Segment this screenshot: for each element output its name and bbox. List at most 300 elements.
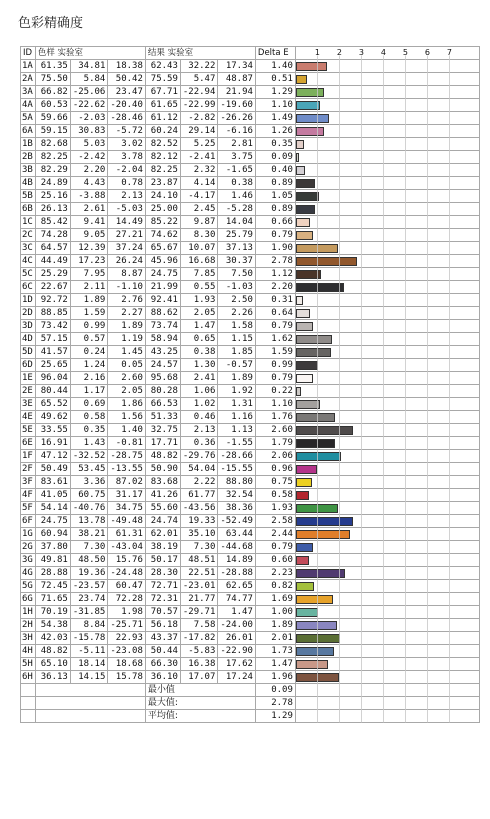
- sample-lab-value: 37.24: [108, 242, 146, 255]
- sample-lab-value: 9.41: [70, 216, 108, 229]
- delta-e-bar: [296, 153, 299, 162]
- delta-e-value: 1.73: [255, 645, 295, 658]
- axis-tick-label: 6: [424, 48, 430, 57]
- sample-lab-value: 75.50: [35, 73, 70, 86]
- result-lab-value: -1.03: [218, 281, 256, 294]
- sample-lab-value: -23.57: [70, 580, 108, 593]
- delta-e-value: 0.22: [255, 385, 295, 398]
- delta-bar-cell: [295, 190, 479, 203]
- sample-lab-value: 57.15: [35, 333, 70, 346]
- sample-lab-value: 2.16: [70, 372, 108, 385]
- table-row: [21, 86, 480, 99]
- summary-label: 最小值: [145, 684, 255, 697]
- result-lab-value: 82.52: [145, 138, 180, 151]
- sample-lab-value: 3.36: [70, 476, 108, 489]
- patch-id: 4G: [21, 567, 36, 580]
- delta-e-bar: [296, 426, 353, 435]
- result-lab-value: 5.25: [180, 138, 218, 151]
- result-lab-value: 1.92: [218, 385, 256, 398]
- summary-row: [21, 697, 480, 710]
- result-lab-value: 83.68: [145, 476, 180, 489]
- delta-e-value: 0.75: [255, 476, 295, 489]
- sample-lab-value: -43.04: [108, 541, 146, 554]
- sample-lab-value: 25.29: [35, 268, 70, 281]
- result-lab-value: 17.24: [218, 671, 256, 684]
- patch-id: 5C: [21, 268, 36, 281]
- sample-lab-value: 18.38: [108, 60, 146, 73]
- sample-lab-value: 9.05: [70, 229, 108, 242]
- result-lab-value: 82.12: [145, 151, 180, 164]
- sample-lab-value: -31.85: [70, 606, 108, 619]
- delta-e-bar: [296, 582, 314, 591]
- patch-id: 6D: [21, 359, 36, 372]
- delta-e-value: 2.60: [255, 424, 295, 437]
- delta-e-value: 1.90: [255, 242, 295, 255]
- delta-bar-cell: [295, 489, 479, 502]
- sample-lab-value: 60.75: [70, 489, 108, 502]
- result-lab-value: 65.67: [145, 242, 180, 255]
- result-lab-value: 48.87: [218, 73, 256, 86]
- result-lab-value: 0.65: [180, 333, 218, 346]
- patch-id: 2B: [21, 151, 36, 164]
- table-row: [21, 333, 480, 346]
- sample-lab-value: 15.76: [108, 554, 146, 567]
- sample-lab-value: 3.78: [108, 151, 146, 164]
- sample-lab-value: 1.89: [70, 294, 108, 307]
- sample-lab-value: 16.91: [35, 437, 70, 450]
- sample-lab-value: 27.21: [108, 229, 146, 242]
- delta-bar-cell: [295, 99, 479, 112]
- delta-bar-cell: [295, 164, 479, 177]
- patch-id: 3D: [21, 320, 36, 333]
- delta-e-bar: [296, 257, 357, 266]
- result-lab-value: 61.77: [180, 489, 218, 502]
- result-lab-value: 28.30: [145, 567, 180, 580]
- result-lab-value: 88.80: [218, 476, 256, 489]
- sample-lab-value: -1.10: [108, 281, 146, 294]
- sample-lab-value: -23.08: [108, 645, 146, 658]
- result-lab-value: 72.71: [145, 580, 180, 593]
- patch-id: 5D: [21, 346, 36, 359]
- result-lab-value: 25.79: [218, 229, 256, 242]
- table-row: [21, 242, 480, 255]
- result-lab-value: 61.65: [145, 99, 180, 112]
- delta-bar-cell: [295, 73, 479, 86]
- sample-lab-value: 64.57: [35, 242, 70, 255]
- sample-lab-value: 1.59: [70, 307, 108, 320]
- result-lab-value: 1.47: [180, 320, 218, 333]
- delta-e-bar: [296, 452, 341, 461]
- sample-lab-value: 1.43: [70, 437, 108, 450]
- delta-e-value: 0.82: [255, 580, 295, 593]
- result-lab-value: 38.36: [218, 502, 256, 515]
- delta-e-value: 0.60: [255, 554, 295, 567]
- delta-e-value: 1.69: [255, 593, 295, 606]
- delta-bar-cell: [295, 359, 479, 372]
- delta-bar-cell: [295, 593, 479, 606]
- summary-row: [21, 710, 480, 723]
- result-lab-value: 1.13: [218, 424, 256, 437]
- delta-bar-cell: [295, 138, 479, 151]
- sample-lab-value: 53.45: [70, 463, 108, 476]
- sample-lab-value: 60.53: [35, 99, 70, 112]
- delta-bar-cell: [295, 333, 479, 346]
- table-row: [21, 151, 480, 164]
- sample-lab-value: 28.88: [35, 567, 70, 580]
- sample-lab-value: -28.75: [108, 450, 146, 463]
- table-row: [21, 671, 480, 684]
- sample-lab-value: 36.13: [35, 671, 70, 684]
- result-lab-value: 0.46: [180, 411, 218, 424]
- sample-lab-value: 1.56: [108, 411, 146, 424]
- table-row: [21, 164, 480, 177]
- delta-e-bar: [296, 231, 313, 240]
- sample-lab-value: 47.12: [35, 450, 70, 463]
- delta-e-bar: [296, 608, 318, 617]
- patch-id: 4B: [21, 177, 36, 190]
- header-sample: 色样 实验室: [35, 47, 145, 60]
- table-row: [21, 372, 480, 385]
- result-lab-value: -2.82: [180, 112, 218, 125]
- table-row: [21, 216, 480, 229]
- sample-lab-value: 61.31: [108, 528, 146, 541]
- result-lab-value: 22.51: [180, 567, 218, 580]
- delta-e-value: 1.59: [255, 346, 295, 359]
- delta-e-bar: [296, 556, 309, 565]
- sample-lab-value: -0.81: [108, 437, 146, 450]
- summary-blank: [21, 710, 36, 723]
- result-lab-value: -17.82: [180, 632, 218, 645]
- result-lab-value: -43.56: [180, 502, 218, 515]
- result-lab-value: -44.68: [218, 541, 256, 554]
- delta-e-value: 2.20: [255, 281, 295, 294]
- result-lab-value: 56.18: [145, 619, 180, 632]
- sample-lab-value: 34.81: [70, 60, 108, 73]
- table-row: [21, 177, 480, 190]
- result-lab-value: 17.07: [180, 671, 218, 684]
- delta-bar-cell: [295, 554, 479, 567]
- result-lab-value: -26.26: [218, 112, 256, 125]
- result-lab-value: -29.76: [180, 450, 218, 463]
- delta-e-bar: [296, 673, 339, 682]
- sample-lab-value: 80.44: [35, 385, 70, 398]
- delta-e-bar: [296, 647, 334, 656]
- sample-lab-value: 1.86: [108, 398, 146, 411]
- result-lab-value: 24.57: [145, 359, 180, 372]
- result-lab-value: 95.68: [145, 372, 180, 385]
- result-lab-value: 3.75: [218, 151, 256, 164]
- patch-id: 3G: [21, 554, 36, 567]
- sample-lab-value: 59.15: [35, 125, 70, 138]
- result-lab-value: 24.75: [145, 268, 180, 281]
- patch-id: 3B: [21, 164, 36, 177]
- delta-e-bar: [296, 491, 309, 500]
- sample-lab-value: 2.20: [70, 164, 108, 177]
- table-row: [21, 307, 480, 320]
- sample-lab-value: 59.66: [35, 112, 70, 125]
- result-lab-value: 26.01: [218, 632, 256, 645]
- delta-e-bar: [296, 75, 307, 84]
- result-lab-value: 54.04: [180, 463, 218, 476]
- patch-id: 1D: [21, 294, 36, 307]
- patch-id: 3A: [21, 86, 36, 99]
- sample-lab-value: 65.52: [35, 398, 70, 411]
- result-lab-value: -2.41: [180, 151, 218, 164]
- sample-lab-value: 85.42: [35, 216, 70, 229]
- table-row: [21, 411, 480, 424]
- result-lab-value: 62.01: [145, 528, 180, 541]
- result-lab-value: 1.85: [218, 346, 256, 359]
- sample-lab-value: 49.81: [35, 554, 70, 567]
- sample-lab-value: 31.17: [108, 489, 146, 502]
- table-row: [21, 437, 480, 450]
- header-delta: Delta E: [255, 47, 295, 60]
- table-row: [21, 619, 480, 632]
- table-row: [21, 528, 480, 541]
- result-lab-value: 43.25: [145, 346, 180, 359]
- table-row: [21, 99, 480, 112]
- result-lab-value: 24.74: [145, 515, 180, 528]
- delta-bar-cell: [295, 580, 479, 593]
- sample-lab-value: -2.03: [70, 112, 108, 125]
- delta-bar-cell: [295, 528, 479, 541]
- sample-lab-value: 15.78: [108, 671, 146, 684]
- result-lab-value: -29.71: [180, 606, 218, 619]
- sample-lab-value: 37.80: [35, 541, 70, 554]
- delta-e-value: 0.64: [255, 307, 295, 320]
- delta-bar-cell: [295, 632, 479, 645]
- sample-lab-value: 0.78: [108, 177, 146, 190]
- delta-bar-cell: [295, 437, 479, 450]
- sample-lab-value: 0.57: [70, 333, 108, 346]
- sample-lab-value: 24.89: [35, 177, 70, 190]
- delta-e-value: 0.79: [255, 229, 295, 242]
- sample-lab-value: 61.35: [35, 60, 70, 73]
- result-lab-value: 50.44: [145, 645, 180, 658]
- sample-lab-value: -28.46: [108, 112, 146, 125]
- delta-bar-cell: [295, 645, 479, 658]
- delta-bar-cell: [295, 502, 479, 515]
- result-lab-value: -5.83: [180, 645, 218, 658]
- result-lab-value: -22.99: [180, 99, 218, 112]
- patch-id: 1B: [21, 138, 36, 151]
- sample-lab-value: 1.45: [108, 346, 146, 359]
- sample-lab-value: 1.89: [108, 320, 146, 333]
- table-row: [21, 450, 480, 463]
- patch-id: 2D: [21, 307, 36, 320]
- table-row: [21, 320, 480, 333]
- result-lab-value: -22.94: [180, 86, 218, 99]
- result-lab-value: 2.50: [218, 294, 256, 307]
- delta-e-value: 1.49: [255, 112, 295, 125]
- patch-id: 4F: [21, 489, 36, 502]
- sample-lab-value: 1.19: [108, 333, 146, 346]
- sample-lab-value: 74.28: [35, 229, 70, 242]
- result-lab-value: 1.15: [218, 333, 256, 346]
- delta-bar-cell: [295, 411, 479, 424]
- sample-lab-value: 2.05: [108, 385, 146, 398]
- sample-lab-value: 50.49: [35, 463, 70, 476]
- sample-lab-value: 13.78: [70, 515, 108, 528]
- sample-lab-value: 0.58: [70, 411, 108, 424]
- delta-e-bar: [296, 634, 340, 643]
- table-row: [21, 502, 480, 515]
- delta-e-bar: [296, 101, 320, 110]
- header-result: 结果 实验室: [145, 47, 255, 60]
- delta-bar-cell: [295, 112, 479, 125]
- sample-lab-value: -32.52: [70, 450, 108, 463]
- axis-tick-label: 1: [314, 48, 320, 57]
- delta-bar-cell: [295, 86, 479, 99]
- patch-id: 6E: [21, 437, 36, 450]
- table-row: [21, 385, 480, 398]
- sample-lab-value: 0.24: [70, 346, 108, 359]
- result-lab-value: 19.33: [180, 515, 218, 528]
- patch-id: 5H: [21, 658, 36, 671]
- patch-id: 2A: [21, 73, 36, 86]
- delta-e-bar: [296, 504, 338, 513]
- sample-lab-value: 2.27: [108, 307, 146, 320]
- table-row: [21, 359, 480, 372]
- sample-lab-value: 0.69: [70, 398, 108, 411]
- sample-lab-value: -2.04: [108, 164, 146, 177]
- result-lab-value: 14.04: [218, 216, 256, 229]
- sample-lab-value: 0.05: [108, 359, 146, 372]
- result-lab-value: -28.88: [218, 567, 256, 580]
- summary-label: 平均值:: [145, 710, 255, 723]
- table-row: [21, 645, 480, 658]
- result-lab-value: 75.59: [145, 73, 180, 86]
- sample-lab-value: 60.47: [108, 580, 146, 593]
- result-lab-value: 24.10: [145, 190, 180, 203]
- table-row: [21, 73, 480, 86]
- table-row: [21, 593, 480, 606]
- sample-lab-value: -24.48: [108, 567, 146, 580]
- axis-header: [295, 47, 479, 60]
- sample-lab-value: -20.40: [108, 99, 146, 112]
- table-row: [21, 476, 480, 489]
- sample-lab-value: 48.82: [35, 645, 70, 658]
- delta-e-value: 0.89: [255, 203, 295, 216]
- delta-bar-cell: [295, 398, 479, 411]
- sample-lab-value: -15.78: [70, 632, 108, 645]
- patch-id: 5B: [21, 190, 36, 203]
- table-row: [21, 125, 480, 138]
- sample-lab-value: 8.84: [70, 619, 108, 632]
- result-lab-value: 2.45: [180, 203, 218, 216]
- patch-id: 6C: [21, 281, 36, 294]
- delta-e-bar: [296, 205, 316, 214]
- result-lab-value: 2.32: [180, 164, 218, 177]
- patch-id: 2E: [21, 385, 36, 398]
- delta-e-bar: [296, 660, 328, 669]
- table-row: [21, 255, 480, 268]
- result-lab-value: 48.51: [180, 554, 218, 567]
- delta-e-value: 1.76: [255, 411, 295, 424]
- delta-e-bar: [296, 192, 319, 201]
- delta-bar-cell: [295, 658, 479, 671]
- patch-id: 5F: [21, 502, 36, 515]
- sample-lab-value: 83.61: [35, 476, 70, 489]
- sample-lab-value: 23.47: [108, 86, 146, 99]
- delta-e-value: 1.79: [255, 437, 295, 450]
- axis-tick-label: 3: [358, 48, 364, 57]
- sample-lab-value: 92.72: [35, 294, 70, 307]
- result-lab-value: 2.22: [180, 476, 218, 489]
- sample-lab-value: 18.68: [108, 658, 146, 671]
- result-lab-value: 67.71: [145, 86, 180, 99]
- delta-e-value: 0.31: [255, 294, 295, 307]
- result-lab-value: 7.85: [180, 268, 218, 281]
- delta-e-bar: [296, 218, 311, 227]
- summary-blank: [295, 684, 479, 697]
- result-lab-value: 66.30: [145, 658, 180, 671]
- sample-lab-value: 26.24: [108, 255, 146, 268]
- patch-id: 1C: [21, 216, 36, 229]
- delta-e-bar: [296, 88, 324, 97]
- result-lab-value: 1.93: [180, 294, 218, 307]
- delta-e-value: 1.96: [255, 671, 295, 684]
- result-lab-value: -4.17: [180, 190, 218, 203]
- delta-e-bar: [296, 322, 313, 331]
- result-lab-value: 1.89: [218, 372, 256, 385]
- patch-id: 1A: [21, 60, 36, 73]
- delta-e-value: 1.10: [255, 99, 295, 112]
- sample-lab-value: 5.84: [70, 73, 108, 86]
- result-lab-value: 1.46: [218, 190, 256, 203]
- result-lab-value: 55.60: [145, 502, 180, 515]
- delta-bar-cell: [295, 372, 479, 385]
- patch-id: 2F: [21, 463, 36, 476]
- result-lab-value: 60.24: [145, 125, 180, 138]
- delta-e-bar: [296, 62, 327, 71]
- patch-id: 3E: [21, 398, 36, 411]
- delta-bar-cell: [295, 294, 479, 307]
- delta-e-value: 1.00: [255, 606, 295, 619]
- table-row: [21, 554, 480, 567]
- delta-e-value: 2.78: [255, 255, 295, 268]
- sample-lab-value: 82.68: [35, 138, 70, 151]
- delta-e-value: 1.62: [255, 333, 295, 346]
- delta-bar-cell: [295, 515, 479, 528]
- sample-lab-value: 0.35: [70, 424, 108, 437]
- summary-blank: [295, 710, 479, 723]
- summary-blank: [295, 697, 479, 710]
- sample-lab-value: 54.14: [35, 502, 70, 515]
- result-lab-value: 62.65: [218, 580, 256, 593]
- result-lab-value: 88.62: [145, 307, 180, 320]
- table-row: [21, 632, 480, 645]
- result-lab-value: 74.77: [218, 593, 256, 606]
- table-row: [21, 489, 480, 502]
- result-lab-value: 48.82: [145, 450, 180, 463]
- result-lab-value: 62.43: [145, 60, 180, 73]
- delta-bar-cell: [295, 60, 479, 73]
- patch-id: 3F: [21, 476, 36, 489]
- delta-e-bar: [296, 114, 329, 123]
- sample-lab-value: 72.45: [35, 580, 70, 593]
- patch-id: 3C: [21, 242, 36, 255]
- delta-e-value: 2.58: [255, 515, 295, 528]
- sample-lab-value: 66.82: [35, 86, 70, 99]
- sample-lab-value: 70.19: [35, 606, 70, 619]
- sample-lab-value: 5.03: [70, 138, 108, 151]
- sample-lab-value: 22.93: [108, 632, 146, 645]
- result-lab-value: 2.41: [180, 372, 218, 385]
- sample-lab-value: 42.03: [35, 632, 70, 645]
- delta-e-bar: [296, 595, 333, 604]
- delta-bar-cell: [295, 671, 479, 684]
